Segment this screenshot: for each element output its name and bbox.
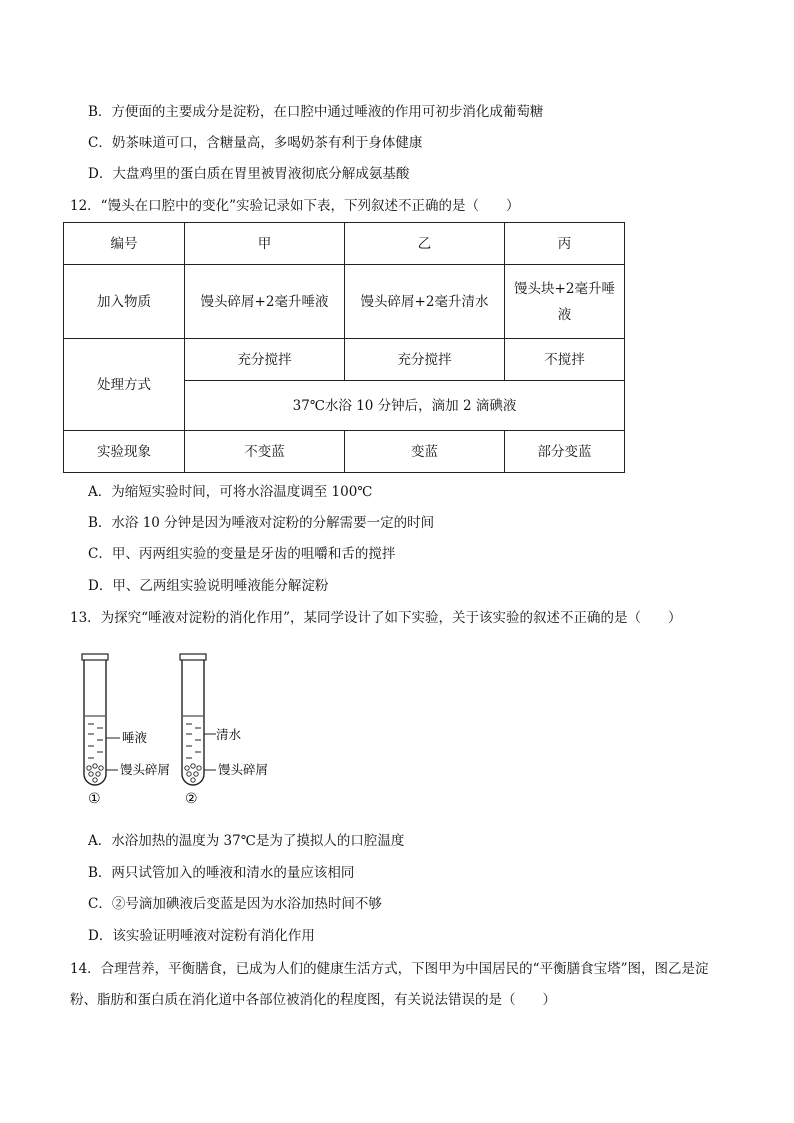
experiment-table bbox=[63, 222, 625, 473]
q11-option-b: B．方便面的主要成分是淀粉，在口腔中通过唾液的作用可初步消化成葡萄糖 bbox=[88, 104, 544, 120]
table-cell: 处理方式 bbox=[64, 339, 185, 431]
table-cell: 馒头碎屑+2毫升唾液 bbox=[185, 265, 345, 339]
q12-option-c: C．甲、丙两组实验的变量是牙齿的咀嚼和舌的搅拌 bbox=[88, 546, 396, 562]
q14-stem-line2: 粉、脂肪和蛋白质在消化道中各部位被消化的程度图，有关说法错误的是（ ） bbox=[70, 992, 556, 1008]
table-cell: 甲 bbox=[185, 223, 345, 265]
tube1-liquid-label: 唾液 bbox=[122, 730, 148, 745]
tube1-number: ① bbox=[88, 791, 101, 807]
q11-option-d: D．大盘鸡里的蛋白质在胃里被胃液彻底分解成氨基酸 bbox=[88, 166, 410, 182]
table-cell: 37℃水浴 10 分钟后，滴加 2 滴碘液 bbox=[185, 381, 625, 431]
tube1-solid-label: 馒头碎屑 bbox=[120, 762, 171, 777]
table-cell: 馒头块+2毫升唾液 bbox=[505, 265, 625, 339]
tube2-number: ② bbox=[185, 791, 198, 807]
q13-option-a: A．水浴加热的温度为 37℃是为了摸拟人的口腔温度 bbox=[88, 833, 405, 849]
tube2-liquid-label: 清水 bbox=[216, 727, 242, 742]
table-cell: 编号 bbox=[64, 223, 185, 265]
table-cell: 充分搅拌 bbox=[345, 339, 505, 381]
test-tube-figure bbox=[70, 650, 300, 810]
q12-option-b: B．水浴 10 分钟是因为唾液对淀粉的分解需要一定的时间 bbox=[88, 515, 435, 531]
table-cell: 实验现象 bbox=[64, 431, 185, 473]
q13-option-c: C．②号滴加碘液后变蓝是因为水浴加热时间不够 bbox=[88, 896, 382, 912]
q14-stem-line1: 14．合理营养，平衡膳食，已成为人们的健康生活方式，下图甲为中国居民的“平衡膳食宝塔”图，图乙是淀 bbox=[70, 961, 709, 977]
table-cell: 不搅拌 bbox=[505, 339, 625, 381]
table-cell: 部分变蓝 bbox=[505, 431, 625, 473]
table-cell: 丙 bbox=[505, 223, 625, 265]
tube2-solid-label: 馒头碎屑 bbox=[218, 762, 269, 777]
q11-option-c: C．奶茶味道可口，含糖量高，多喝奶茶有利于身体健康 bbox=[88, 135, 423, 151]
q13-option-d: D．该实验证明唾液对淀粉有消化作用 bbox=[88, 928, 315, 944]
test-tube-1 bbox=[82, 654, 120, 785]
table-row bbox=[64, 265, 625, 339]
table-cell: 变蓝 bbox=[345, 431, 505, 473]
q13-stem: 13．为探究“唾液对淀粉的消化作用”，某同学设计了如下实验，关于该实验的叙述不正确的是（ ） bbox=[70, 610, 682, 626]
q12-option-d: D．甲、乙两组实验说明唾液能分解淀粉 bbox=[88, 578, 329, 594]
table-row bbox=[64, 431, 625, 473]
table-cell: 馒头碎屑+2毫升清水 bbox=[345, 265, 505, 339]
q12-option-a: A．为缩短实验时间，可将水浴温度调至 100℃ bbox=[88, 484, 373, 500]
table-cell: 不变蓝 bbox=[185, 431, 345, 473]
table-row bbox=[64, 339, 625, 381]
q12-stem: 12．“馒头在口腔中的变化”实验记录如下表，下列叙述不正确的是（ ） bbox=[70, 198, 520, 214]
q13-option-b: B．两只试管加入的唾液和清水的量应该相同 bbox=[88, 865, 355, 881]
table-cell: 加入物质 bbox=[64, 265, 185, 339]
table-row bbox=[64, 223, 625, 265]
table-cell: 充分搅拌 bbox=[185, 339, 345, 381]
test-tube-2 bbox=[180, 654, 216, 785]
table-cell: 乙 bbox=[345, 223, 505, 265]
